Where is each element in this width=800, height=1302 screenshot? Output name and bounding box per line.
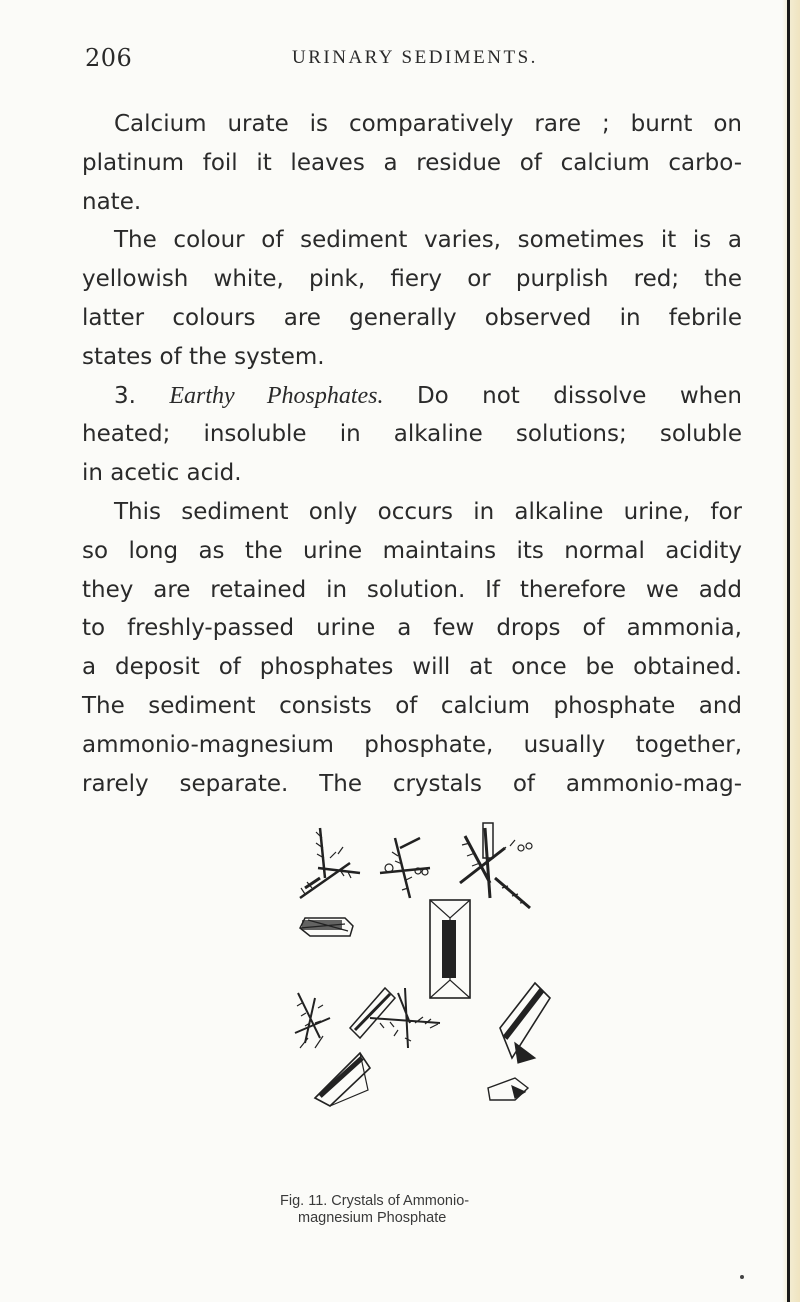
feathery-crystal-1 <box>300 828 360 898</box>
text-line: This sediment only occurs in alkaline urine, for <box>114 498 742 525</box>
page-edge-shadow <box>782 0 800 1302</box>
caption-line: Fig. 11. Crystals of Ammonio- <box>280 1193 470 1209</box>
text-line: heated; insoluble in alkaline solutions; soluble <box>82 421 742 448</box>
text-line: platinum foil it leaves a residue of calcium carbo- <box>82 149 742 176</box>
running-head: URINARY SEDIMENTS. <box>292 47 538 68</box>
text-line: rarely separate. The crystals of ammonio-mag- <box>82 770 742 797</box>
feathery-crystal-2 <box>380 838 430 898</box>
text-line: they are retained in solution. If therefore we add <box>82 576 742 603</box>
prism-crystal-3 <box>350 988 395 1038</box>
text-line: states of the system. <box>82 343 325 370</box>
print-speck <box>740 1275 744 1279</box>
text-line: nate. <box>82 188 142 215</box>
text-line: latter colours are generally observed in febrile <box>82 304 742 331</box>
text-line: a deposit of phosphates will at once be obtained. <box>82 654 742 681</box>
prism-crystal-2 <box>430 900 470 998</box>
text-line: yellowish white, pink, fiery or purplish red; the <box>82 266 742 293</box>
caption-line: magnesium Phosphate <box>298 1210 447 1226</box>
section-heading-line <box>82 377 742 416</box>
text-line: so long as the urine maintains its normal acidity <box>82 537 742 564</box>
body-text <box>82 105 742 803</box>
page-header <box>85 44 725 76</box>
text-line: ammonio-magnesium phosphate, usually together, <box>82 731 742 758</box>
feathery-crystal-3 <box>460 823 532 908</box>
section-number: 3. <box>114 382 136 409</box>
text-line: to freshly-passed urine a few drops of ammonia, <box>82 615 742 642</box>
page-edge-line <box>787 0 790 1302</box>
feathery-crystal-4 <box>295 993 330 1048</box>
prism-crystal-5 <box>500 983 550 1063</box>
prism-crystal-1 <box>300 918 353 936</box>
section-heading-rest: Do not dissolve when <box>416 382 742 409</box>
crystals-illustration <box>290 808 570 1108</box>
section-heading: Earthy Phosphates. <box>169 382 384 409</box>
text-line: The colour of sediment varies, sometimes it is a <box>114 227 742 254</box>
prism-crystal-6 <box>488 1078 528 1100</box>
figure-caption <box>278 1193 618 1226</box>
prism-crystal-4 <box>315 1053 370 1106</box>
page-number: 206 <box>85 44 133 72</box>
text-line: The sediment consists of calcium phosphate and <box>82 692 742 719</box>
text-line: Calcium urate is comparatively rare ; burnt on <box>114 111 742 137</box>
text-line: in acetic acid. <box>82 460 242 487</box>
